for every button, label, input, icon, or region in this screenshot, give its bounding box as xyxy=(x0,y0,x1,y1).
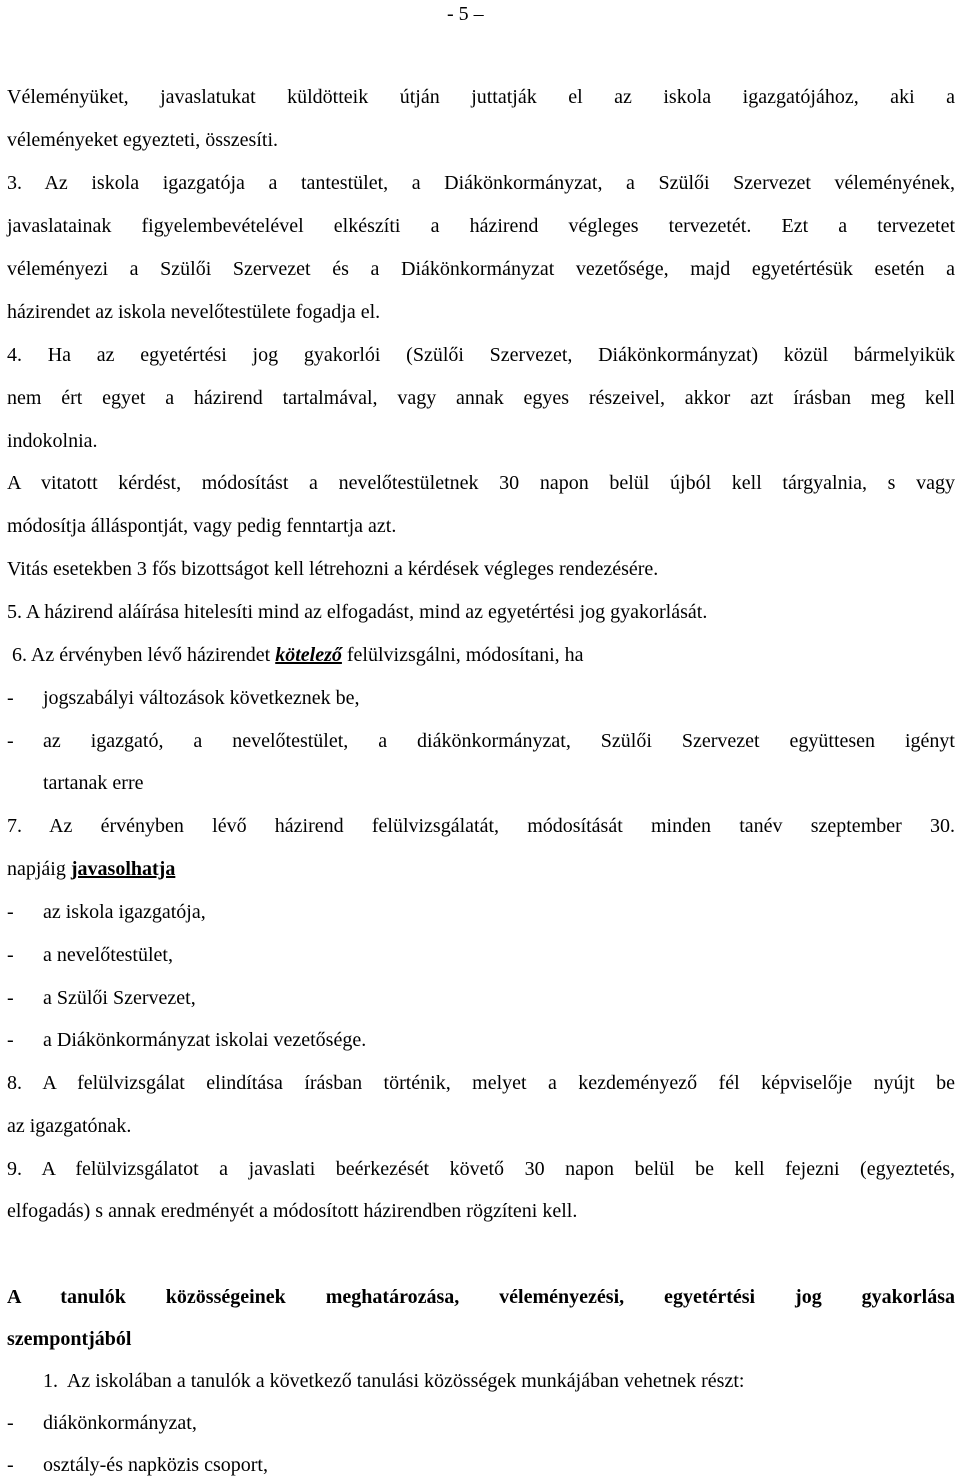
text-run: felülvizsgálni, módosítani, ha xyxy=(341,644,584,666)
section-heading: A tanulók közösségeinek meghatározása, véleményezési, egyetértési jog gyakorlása xyxy=(7,1286,955,1308)
list-item-text: osztály-és napközis csoport, xyxy=(43,1454,268,1476)
list-item xyxy=(7,1408,955,1438)
paragraph-line: 7. Az érvényben lévő házirend felülvizsgálatát, módosítását minden tanév szeptember 30. xyxy=(7,815,955,837)
text-run: napjáig xyxy=(7,858,71,880)
list-item xyxy=(7,983,955,1013)
list-item xyxy=(7,897,955,927)
paragraph-line: véleményeket egyezteti, összesíti. xyxy=(7,129,279,151)
paragraph-line xyxy=(7,640,955,670)
text-run: 6. Az érvényben lévő házirendet xyxy=(7,644,276,666)
bullet-dash: - xyxy=(7,1454,14,1476)
page-number: - 5 – xyxy=(447,3,484,25)
bold-word: javasolhatja xyxy=(70,858,176,880)
paragraph-line: 5. A házirend aláírása hitelesíti mind az elfogadást, mind az egyetértési jog gyakorlását. xyxy=(7,601,708,623)
bullet-dash: - xyxy=(7,987,14,1009)
paragraph-line: nem ért egyet a házirend tartalmával, vagy annak egyes részeivel, akkor azt írásban meg kell xyxy=(7,387,955,409)
list-item-text: a Diákönkormányzat iskolai vezetősége. xyxy=(43,1029,367,1051)
bullet-dash: - xyxy=(7,1029,14,1051)
emphasis-word: kötelező xyxy=(275,644,342,666)
list-item xyxy=(7,1450,955,1480)
list-item xyxy=(7,726,955,756)
paragraph-line: elfogadás) s annak eredményét a módosított házirendben rögzíteni kell. xyxy=(7,1200,578,1222)
paragraph-line: Véleményüket, javaslatukat küldötteik útján juttatják el az iskola igazgatójához, aki a xyxy=(7,86,955,108)
list-item-text: tartanak erre xyxy=(43,772,144,794)
list-item-continuation xyxy=(7,768,955,798)
list-item-text: az igazgató, a nevelőtestület, a diákönkormányzat, Szülői Szervezet együttesen igényt xyxy=(43,730,955,752)
paragraph-line: 3. Az iskola igazgatója a tantestület, a Diákönkormányzat, a Szülői Szervezet véleményének, xyxy=(7,172,955,194)
paragraph-line: javaslatainak figyelembevételével elkészíti a házirend végleges tervezetét. Ezt a tervezetet xyxy=(7,215,955,237)
list-item-text: a nevelőtestület, xyxy=(43,944,173,966)
bullet-dash: - xyxy=(7,730,14,752)
list-item-text: diákönkormányzat, xyxy=(43,1412,197,1434)
bullet-dash: - xyxy=(7,901,14,923)
list-item xyxy=(7,940,955,970)
bullet-dash: - xyxy=(7,944,14,966)
list-item-text: az iskola igazgatója, xyxy=(43,901,206,923)
bullet-dash: - xyxy=(7,1412,14,1434)
paragraph-line: 4. Ha az egyetértési jog gyakorlói (Szülői Szervezet, Diákönkormányzat) közül bármelyikük xyxy=(7,344,955,366)
list-item xyxy=(7,683,955,713)
paragraph-line: Vitás esetekben 3 fős bizottságot kell létrehozni a kérdések végleges rendezésére. xyxy=(7,558,659,580)
paragraph-line: az igazgatónak. xyxy=(7,1115,132,1137)
bullet-dash: - xyxy=(7,687,14,709)
paragraph-line: módosítja álláspontját, vagy pedig fenntartja azt. xyxy=(7,515,397,537)
numbered-item xyxy=(7,1366,955,1396)
list-item-text: a Szülői Szervezet, xyxy=(43,987,196,1009)
section-heading-continuation: szempontjából xyxy=(7,1328,132,1350)
paragraph-line: A vitatott kérdést, módosítást a nevelőtestületnek 30 napon belül újból kell tárgyalnia, s vagy xyxy=(7,472,955,494)
paragraph-line xyxy=(7,854,955,884)
paragraph-line: véleményezi a Szülői Szervezet és a Diákönkormányzat vezetősége, majd egyetértésük esetén a xyxy=(7,258,955,280)
paragraph-line: indokolnia. xyxy=(7,430,98,452)
paragraph-line: 8. A felülvizsgálat elindítása írásban történik, melyet a kezdeményező fél képviselője nyújt be xyxy=(7,1072,955,1094)
paragraph-line: házirendet az iskola nevelőtestülete fogadja el. xyxy=(7,301,381,323)
list-item xyxy=(7,1025,955,1055)
list-item-text: jogszabályi változások következnek be, xyxy=(43,687,360,709)
paragraph-line: 9. A felülvizsgálatot a javaslati beérkezését követő 30 napon belül be kell fejezni (egyeztetés, xyxy=(7,1158,955,1180)
numbered-item-text: 1. Az iskolában a tanulók a következő tanulási közösségek munkájában vehetnek részt: xyxy=(43,1370,745,1392)
